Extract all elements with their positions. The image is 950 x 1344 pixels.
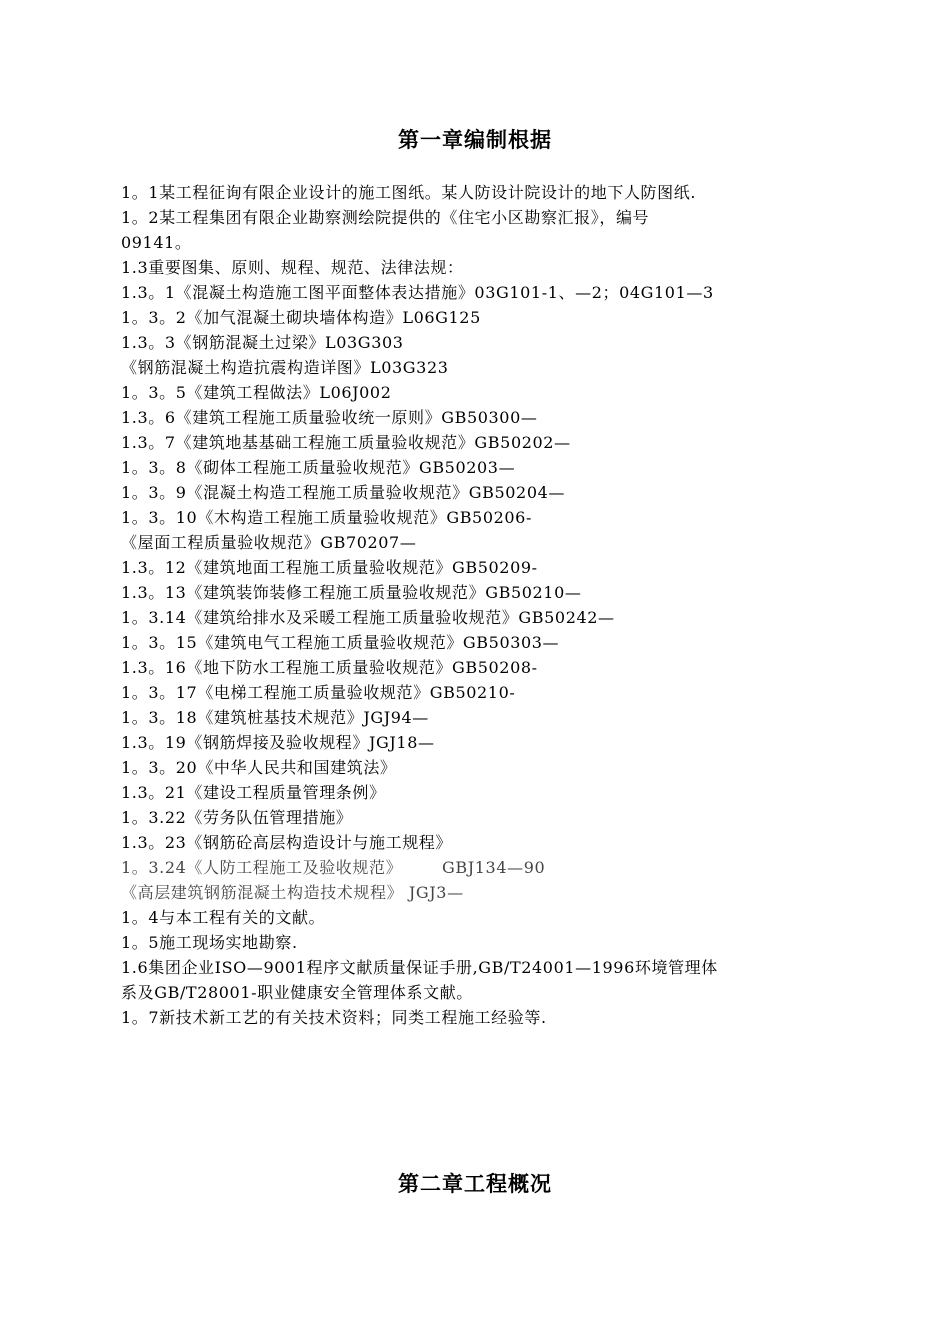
- chapter-2-title: 第二章工程概况: [398, 1172, 552, 1196]
- text-line: 1。2某工程集团有限企业勘察测绘院提供的《住宅小区勘察汇报》，编号: [121, 208, 650, 227]
- text-line: 1。3。18《建筑桩基技术规范》JGJ94—: [121, 708, 429, 727]
- text-line: 1。4与本工程有关的文献。: [121, 908, 326, 927]
- text-line: 1。1某工程征询有限企业设计的施工图纸。某人防设计院设计的地下人防图纸.: [121, 183, 697, 202]
- text-line: 1.3。19《钢筋焊接及验收规程》JGJ18—: [121, 733, 435, 752]
- text-line: 1.6集团企业ISO—9001程序文献质量保证手册,GB/T24001—1996环境管理体: [121, 958, 718, 977]
- text-line: 1.3。13《建筑装饰装修工程施工质量验收规范》GB50210—: [121, 583, 582, 602]
- chapter-1-title: 第一章编制根据: [398, 128, 552, 152]
- text-line: 1.3。16《地下防水工程施工质量验收规范》GB50208-: [121, 658, 538, 677]
- text-line: 1。3。2《加气混凝土砌块墙体构造》L06G125: [121, 308, 481, 327]
- text-line: 1。3。8《砌体工程施工质量验收规范》GB50203—: [121, 458, 516, 477]
- text-line: 1.3重要图集、原则、规程、规范、法律法规：: [121, 258, 464, 277]
- text-line: 《屋面工程质量验收规范》GB70207—: [121, 533, 417, 552]
- text-line: 1.3。7《建筑地基基础工程施工质量验收规范》GB50202—: [121, 433, 571, 452]
- text-line: 09141。: [121, 233, 192, 252]
- text-line: 系及GB/T28001-职业健康安全管理体系文献。: [121, 983, 473, 1002]
- text-line: 1。3.14《建筑给排水及采暖工程施工质量验收规范》GB50242—: [121, 608, 615, 627]
- text-line: 1。3。17《电梯工程施工质量验收规范》GB50210-: [121, 683, 516, 702]
- text-line: 《钢筋混凝土构造抗震构造详图》L03G323: [121, 358, 449, 377]
- text-line: 1.3。6《建筑工程施工质量验收统一原则》GB50300—: [121, 408, 538, 427]
- text-line: 1。3。15《建筑电气工程施工质量验收规范》GB50303—: [121, 633, 560, 652]
- text-line: 1.3。12《建筑地面工程施工质量验收规范》GB50209-: [121, 558, 538, 577]
- text-line: 1。7新技术新工艺的有关技术资料；同类工程施工经验等.: [121, 1008, 547, 1027]
- text-line: 1。3.22《劳务队伍管理措施》: [121, 808, 353, 827]
- text-line: 1。3。5《建筑工程做法》L06J002: [121, 383, 392, 402]
- text-line: 1。3。20《中华人民共和国建筑法》: [121, 758, 397, 777]
- text-line: 1。3。10《木构造工程施工质量验收规范》GB50206-: [121, 508, 532, 527]
- text-line: 1.3。21《建设工程质量管理条例》: [121, 783, 386, 802]
- text-line: 1.3。1《混凝土构造施工图平面整体表达措施》03G101-1、—2；04G101—3: [121, 283, 714, 302]
- text-line: 1.3。23《钢筋砼高层构造设计与施工规程》: [121, 833, 453, 852]
- text-line: 1.3。3《钢筋混凝土过梁》L03G303: [121, 333, 404, 352]
- chapter-1-body: [121, 180, 841, 1030]
- text-line: 1。3.24《人防工程施工及验收规范》 GBJ134—90: [121, 858, 546, 877]
- text-line: 1。3。9《混凝土构造工程施工质量验收规范》GB50204—: [121, 483, 565, 502]
- text-line: 《高层建筑钢筋混凝土构造技术规程》 JGJ3—: [121, 883, 464, 902]
- text-line: 1。5施工现场实地勘察.: [121, 933, 298, 952]
